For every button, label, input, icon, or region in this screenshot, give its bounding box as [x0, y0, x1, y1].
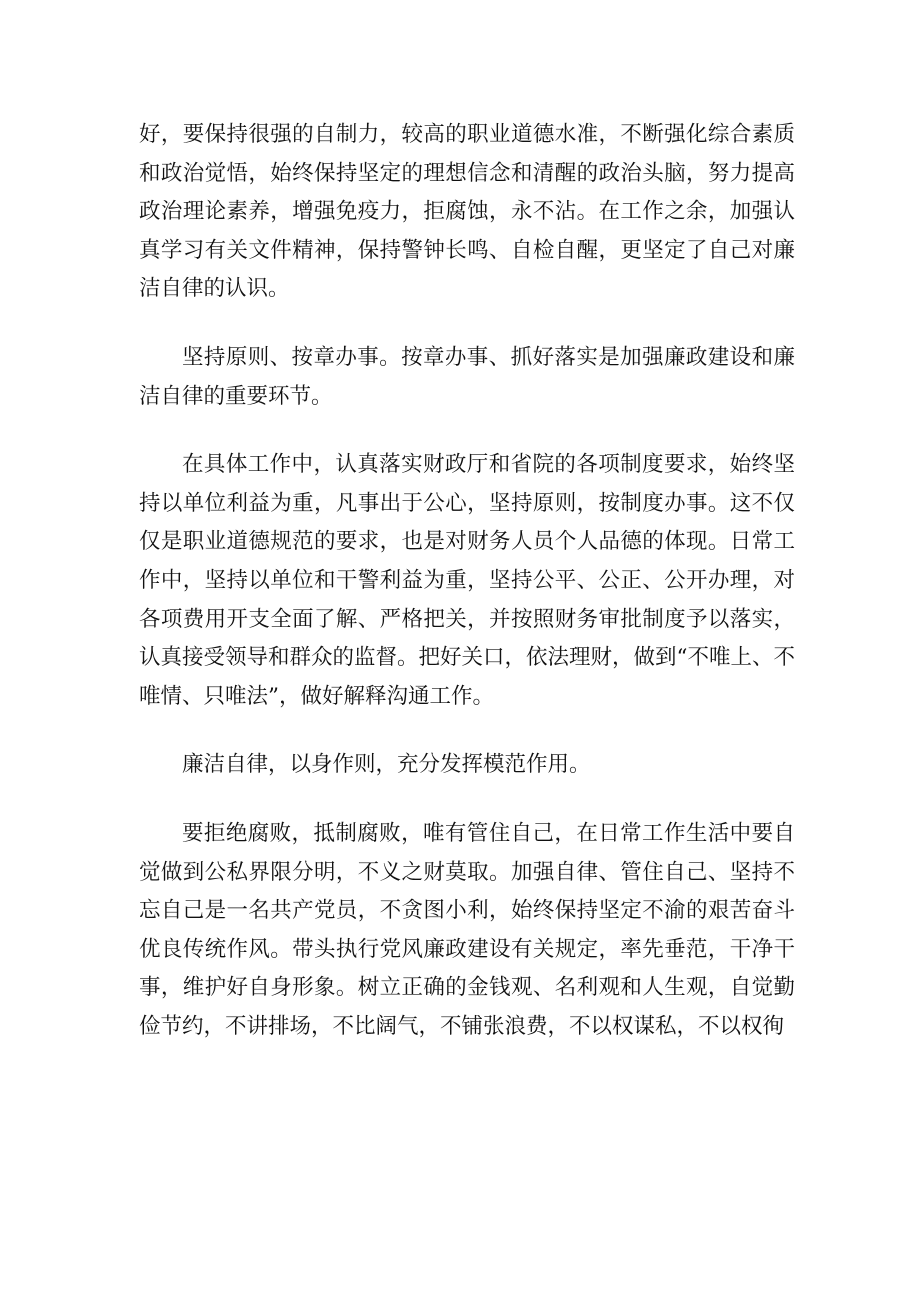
document-body — [139, 116, 795, 1046]
paragraph-3: 在具体工作中，认真落实财政厅和省院的各项制度要求，始终坚持以单位利益为重，凡事出于公心，坚持原则，按制度办事。这不仅仅是职业道德规范的要求，也是对财务人员个人品德的体现。日常工作中，坚持以单位和干警利益为重，坚持公平、公正、公开办理，对各项费用开支全面了解、严格把关，并按照财务审批制度予以落实，认真接受领导和群众的监督。把好关口，依法理财，做到“不唯上、不唯情、只唯法”，做好解释沟通工作。 — [139, 452, 795, 709]
paragraph-1: 好，要保持很强的自制力，较高的职业道德水准，不断强化综合素质和政治觉悟，始终保持坚定的理想信念和清醒的政治头脑，努力提高政治理论素养，增强免疫力，拒腐蚀，永不沾。在工作之余，加强认真学习有关文件精神，保持警钟长鸣、自检自醒，更坚定了自己对廉洁自律的认识。 — [139, 122, 795, 302]
paragraph-2: 坚持原则、按章办事。按章办事、抓好落实是加强廉政建设和廉洁自律的重要环节。 — [139, 344, 795, 409]
paragraph-4: 廉洁自律，以身作则，充分发挥模范作用。 — [182, 752, 591, 778]
paragraph-5: 要拒绝腐败，抵制腐败，唯有管住自己，在日常工作生活中要自觉做到公私界限分明，不义之财莫取。加强自律、管住自己、坚持不忘自己是一名共产党员，不贪图小利，始终保持坚定不渝的艰苦奋斗优良传统作风。带头执行党风廉政建设有关规定，率先垂范，干净干事，维护好自身形象。树立正确的金钱观、名利观和人生观，自觉勤俭节约，不讲排场，不比阔气，不铺张浪费，不以权谋私，不以权徇 — [139, 820, 795, 1039]
